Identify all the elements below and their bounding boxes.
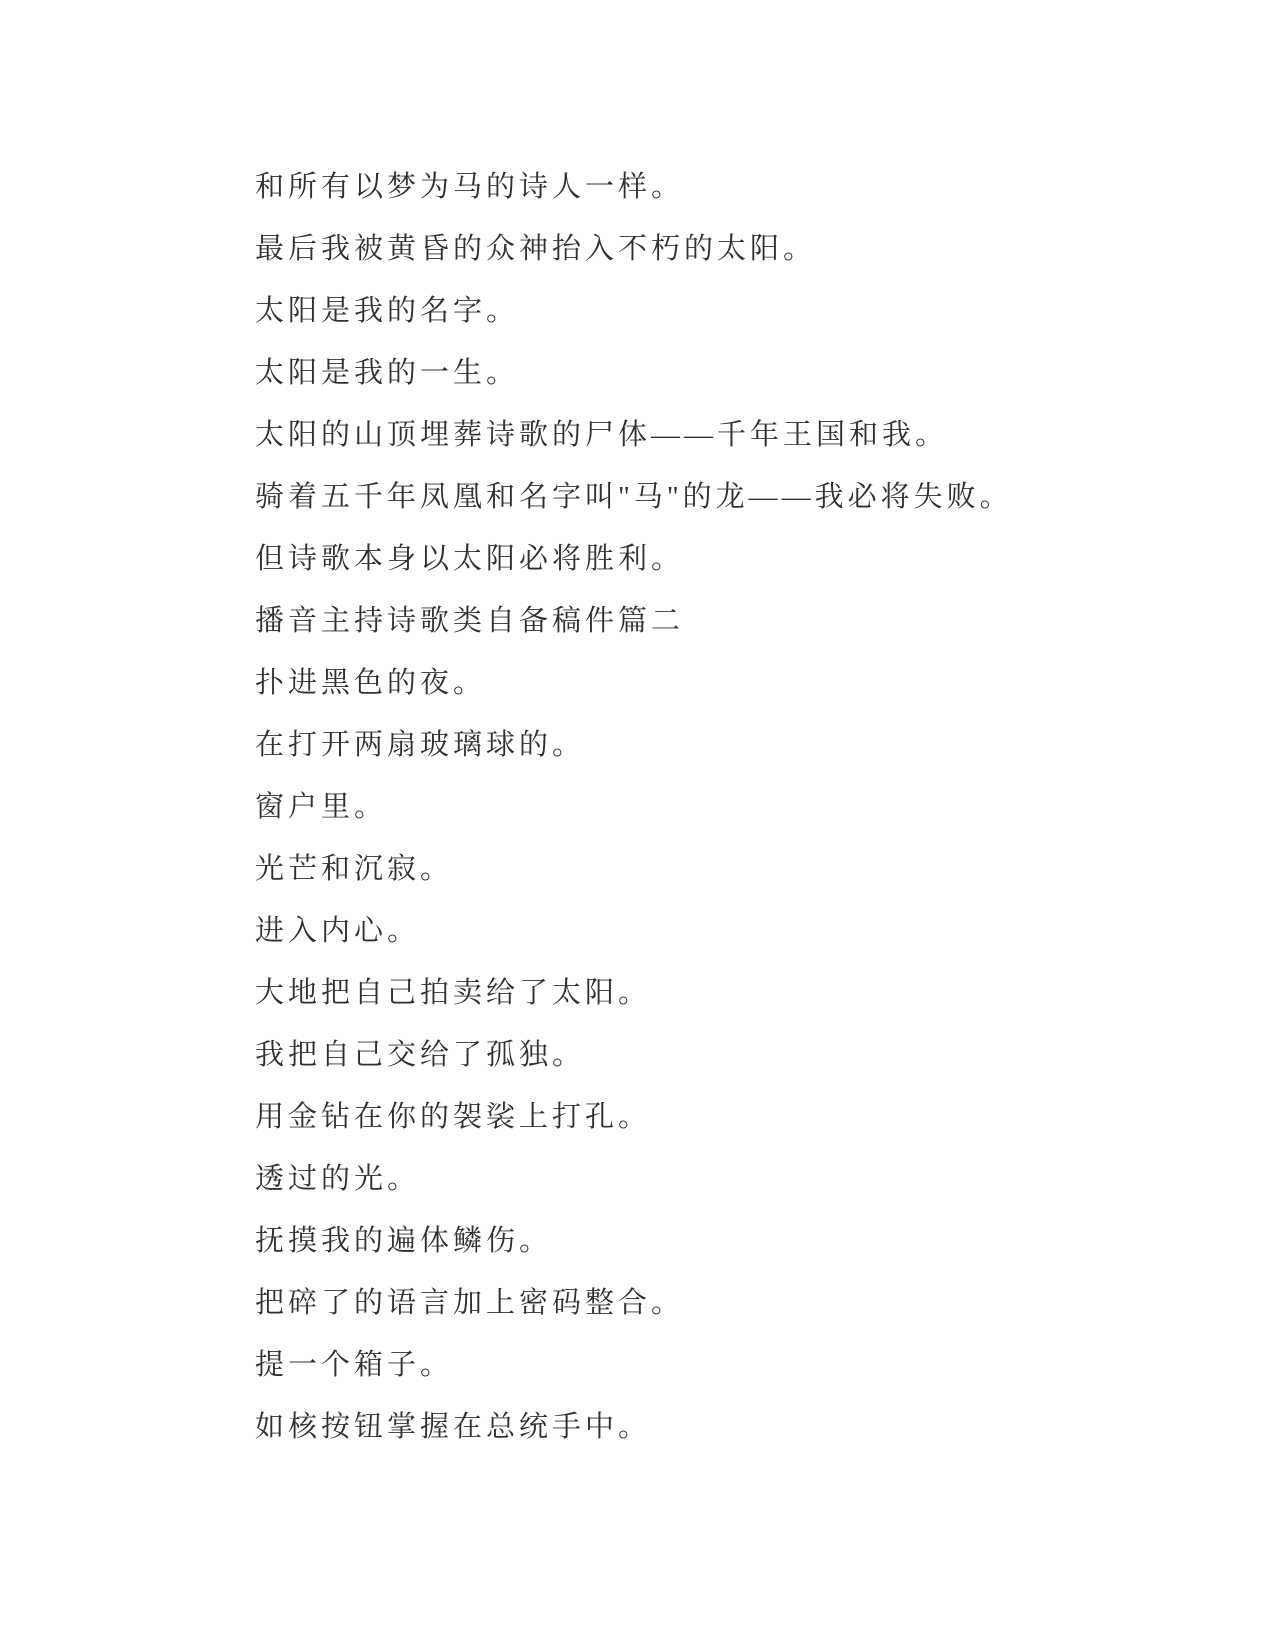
poem-line: 把碎了的语言加上密码整合。	[255, 1287, 685, 1319]
poem-line: 最后我被黄昏的众神抬入不朽的太阳。	[255, 233, 817, 265]
poem-line: 骑着五千年凤凰和名字叫"马"的龙——我必将失败。	[255, 481, 1013, 513]
poem-line: 光芒和沉寂。	[255, 853, 454, 885]
poem-line: 扑进黑色的夜。	[255, 667, 487, 699]
poem-line: 和所有以梦为马的诗人一样。	[255, 171, 685, 203]
poem-line: 太阳的山顶埋葬诗歌的尸体——千年王国和我。	[255, 419, 949, 451]
poem-line: 如核按钮掌握在总统手中。	[255, 1411, 652, 1443]
document-page	[255, 173, 1045, 1475]
poem-line: 太阳是我的一生。	[255, 357, 520, 389]
poem-line: 窗户里。	[255, 791, 388, 823]
poem-line: 抚摸我的遍体鳞伤。	[255, 1225, 553, 1257]
poem-line: 用金钻在你的袈裟上打孔。	[255, 1101, 652, 1133]
poem-line: 我把自己交给了孤独。	[255, 1039, 586, 1071]
poem-line: 透过的光。	[255, 1163, 421, 1195]
poem-line: 提一个箱子。	[255, 1349, 454, 1381]
poem-line: 太阳是我的名字。	[255, 295, 520, 327]
poem-line: 进入内心。	[255, 915, 421, 947]
section-heading-part2: 播音主持诗歌类自备稿件篇二	[255, 605, 685, 637]
poem-line: 大地把自己拍卖给了太阳。	[255, 977, 652, 1009]
poem-line: 在打开两扇玻璃球的。	[255, 729, 586, 761]
poem-line: 但诗歌本身以太阳必将胜利。	[255, 543, 685, 575]
